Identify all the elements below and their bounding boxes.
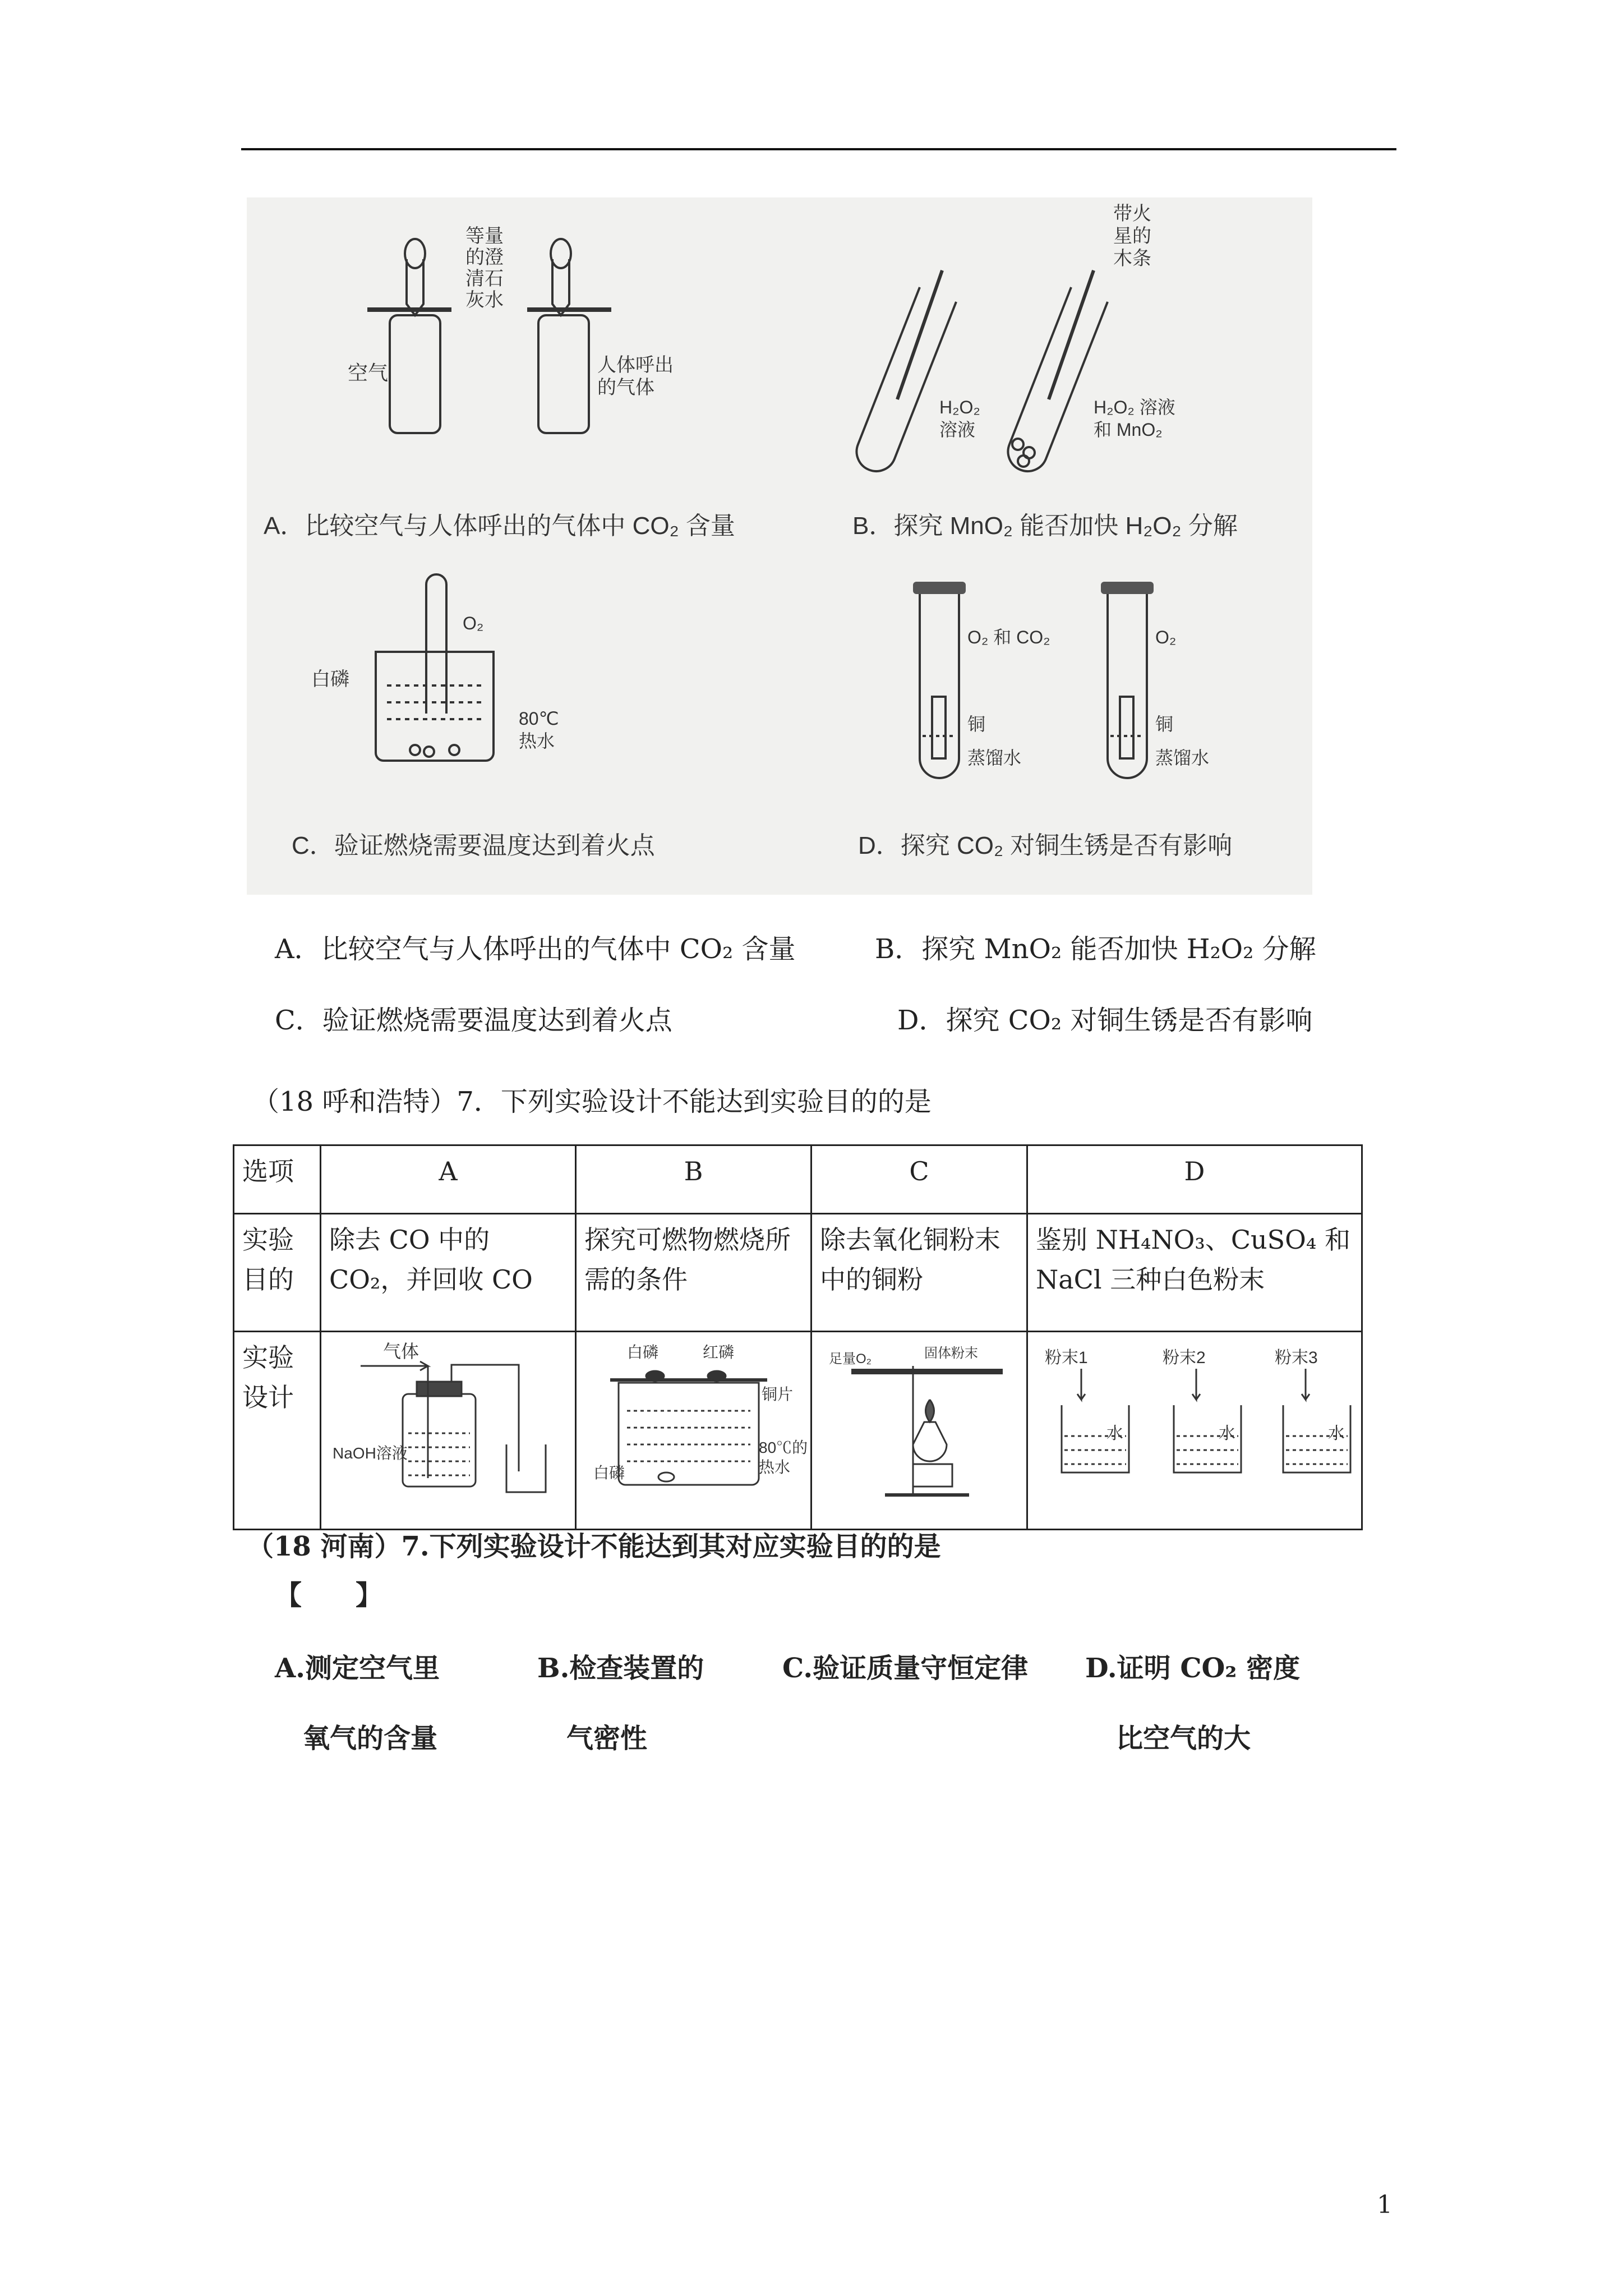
- q2-option-b-line1: B.检查装置的: [537, 1653, 704, 1684]
- b-splint-label-2: 星的: [1113, 226, 1151, 247]
- c-o2-label: O₂: [463, 613, 484, 633]
- question2-bracket: 【 】: [275, 1580, 383, 1611]
- design-a: [321, 1332, 576, 1530]
- svg-text:热水: 热水: [759, 1458, 791, 1476]
- b-left-tube-label-1: H₂O₂: [939, 397, 980, 417]
- a-left-bottle-label: 空气: [348, 361, 389, 384]
- svg-text:铜片: 铜片: [762, 1386, 794, 1403]
- panel-c-apparatus: [376, 574, 494, 761]
- b-left-tube-label-2: 溶液: [939, 420, 976, 440]
- header-rule: [241, 148, 1396, 150]
- svg-text:水: 水: [1328, 1424, 1345, 1443]
- svg-text:80℃的: 80℃的: [759, 1439, 808, 1456]
- svg-text:白磷: 白磷: [593, 1464, 625, 1481]
- svg-text:固体粉末: 固体粉末: [924, 1346, 978, 1361]
- purpose-label: 实验目的: [234, 1214, 321, 1332]
- a-dropper-label-2: 的澄: [465, 247, 504, 268]
- d-left-copper-label: 铜: [967, 714, 986, 734]
- purpose-c: 除去氧化铜粉末中的铜粉: [811, 1214, 1027, 1332]
- q2-option-c-line1: C.验证质量守恒定律: [782, 1653, 1029, 1684]
- svg-text:白磷: 白磷: [627, 1343, 659, 1361]
- svg-text:水: 水: [1106, 1424, 1123, 1443]
- svg-text:粉末1: 粉末1: [1045, 1349, 1088, 1367]
- b-caption: B．探究 MnO₂ 能否加快 H₂O₂ 分解: [852, 512, 1238, 540]
- a-dropper-label-4: 灰水: [465, 289, 504, 311]
- d-right-water-label: 蒸馏水: [1155, 748, 1210, 768]
- c-caption: C．验证燃烧需要温度达到着火点: [292, 832, 655, 859]
- purpose-d: 鉴别 NH₄NO₃、CuSO₄ 和 NaCl 三种白色粉末: [1027, 1214, 1362, 1332]
- a-right-bottle-label-2: 的气体: [597, 377, 654, 398]
- d-right-copper-label: 铜: [1155, 714, 1174, 734]
- d-caption: D．探究 CO₂ 对铜生锈是否有影响: [858, 832, 1233, 859]
- header-option: 选项: [234, 1145, 321, 1214]
- experiment-figure: [247, 197, 1312, 895]
- b-splint-label-3: 木条: [1113, 248, 1151, 269]
- svg-text:NaOH溶液: NaOH溶液: [333, 1444, 408, 1462]
- c-water-label-2: 热水: [519, 731, 555, 751]
- option-b: B．探究 MnO₂ 能否加快 H₂O₂ 分解: [875, 933, 1316, 965]
- panel-b-apparatus: [857, 270, 1108, 471]
- svg-text:气体: 气体: [383, 1341, 419, 1361]
- page-number: 1: [1377, 2191, 1393, 2219]
- design-c: [811, 1332, 1027, 1530]
- design-label: 实验设计: [234, 1332, 321, 1530]
- q2-option-d-line2: 比空气的大: [1116, 1723, 1251, 1754]
- a-caption: A．比较空气与人体呼出的气体中 CO₂ 含量: [264, 512, 735, 540]
- header-d: D: [1027, 1145, 1362, 1214]
- a-right-bottle-label-1: 人体呼出: [597, 355, 674, 376]
- design-d: [1027, 1332, 1362, 1530]
- question2-stem: （18 河南）7.下列实验设计不能达到其对应实验目的的是: [247, 1531, 941, 1562]
- svg-text:足量O₂: 足量O₂: [829, 1351, 872, 1366]
- panel-d-apparatus: [913, 582, 1154, 778]
- svg-text:红磷: 红磷: [703, 1343, 735, 1361]
- purpose-b: 探究可燃物燃烧所需的条件: [576, 1214, 811, 1332]
- svg-text:粉末3: 粉末3: [1275, 1349, 1318, 1367]
- purpose-a: 除去 CO 中的 CO₂，并回收 CO: [321, 1214, 576, 1332]
- c-water-label-1: 80℃: [519, 708, 559, 729]
- c-phosphorus-label: 白磷: [311, 669, 349, 690]
- svg-text:水: 水: [1219, 1424, 1235, 1443]
- header-a: A: [321, 1145, 576, 1214]
- q2-option-a-line1: A.测定空气里: [275, 1653, 440, 1684]
- header-c: C: [811, 1145, 1027, 1214]
- design-b: [576, 1332, 811, 1530]
- b-right-tube-label-1: H₂O₂ 溶液: [1094, 397, 1175, 417]
- question1-stem: （18 呼和浩特）7．下列实验设计不能达到实验目的的是: [252, 1086, 932, 1117]
- option-c: C．验证燃烧需要温度达到着火点: [275, 1005, 672, 1036]
- a-dropper-label-3: 清石: [465, 268, 504, 289]
- q2-option-b-line2: 气密性: [566, 1723, 648, 1754]
- d-left-gas-label: O₂ 和 CO₂: [967, 627, 1050, 647]
- question1-table: [233, 1144, 1363, 1530]
- d-right-gas-label: O₂: [1155, 627, 1177, 647]
- option-d: D．探究 CO₂ 对铜生锈是否有影响: [897, 1005, 1313, 1036]
- header-b: B: [576, 1145, 811, 1214]
- option-a: A．比较空气与人体呼出的气体中 CO₂ 含量: [275, 933, 796, 965]
- q2-option-d-line1: D.证明 CO₂ 密度: [1085, 1653, 1301, 1684]
- q2-option-a-line2: 氧气的含量: [303, 1723, 438, 1754]
- svg-text:粉末2: 粉末2: [1163, 1349, 1206, 1367]
- b-splint-label-1: 带火: [1113, 203, 1151, 224]
- d-left-water-label: 蒸馏水: [967, 748, 1022, 768]
- a-dropper-label-1: 等量: [465, 226, 504, 247]
- b-right-tube-label-2: 和 MnO₂: [1094, 420, 1163, 440]
